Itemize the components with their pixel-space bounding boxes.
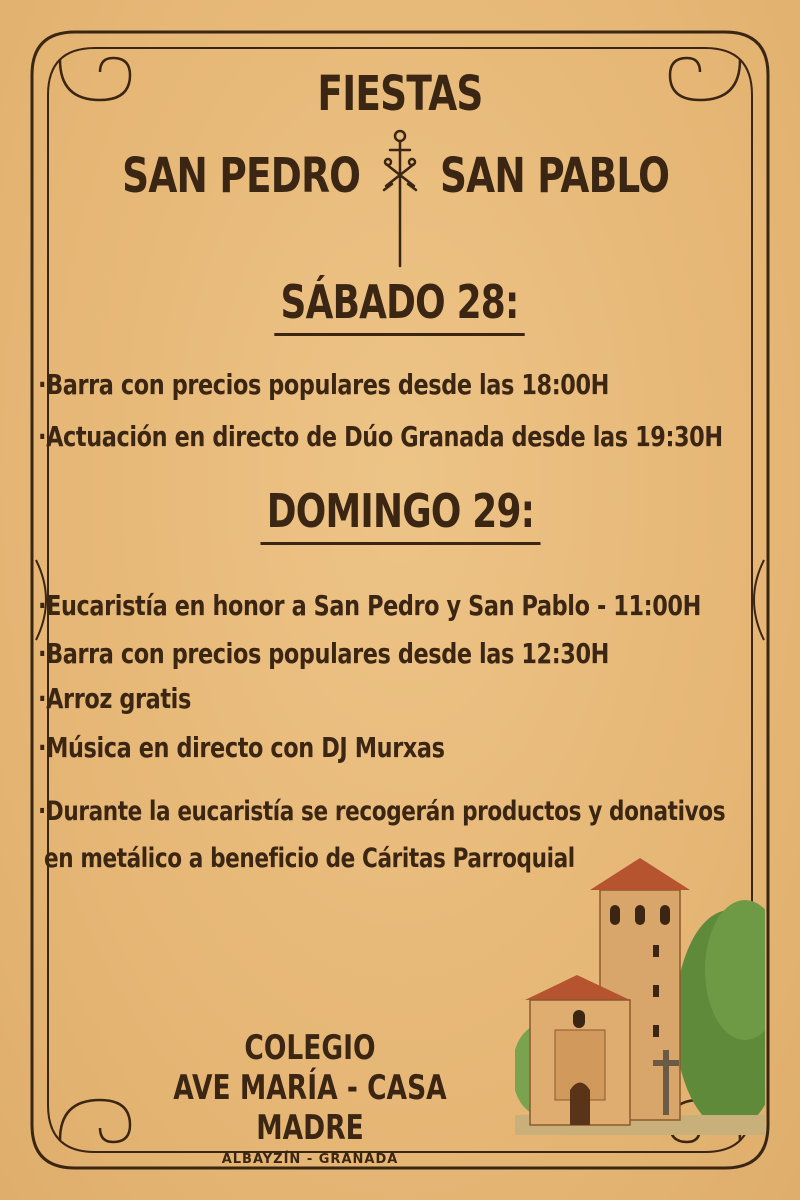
donation-note-line1: ·Durante la eucaristía se recogerán productos y donativos [38,796,726,827]
sunday-item: ·Eucaristía en honor a San Pedro y San Pablo - 11:00H [38,589,701,622]
saturday-item: ·Actuación en directo de Dúo Granada desde las 19:30H [38,420,723,453]
sunday-title: DOMINGO 29: [260,484,540,545]
sunday-heading [0,484,800,545]
sunday-item: ·Barra con precios populares desde las 12:30H [38,637,609,670]
donation-note-line2: en metálico a beneficio de Cáritas Parroquial [44,843,575,874]
title-san-pedro: SAN PEDRO [121,148,360,204]
title-san-pablo: SAN PABLO [440,148,670,204]
saturday-title: SÁBADO 28: [275,275,525,336]
footer-colegio: COLEGIO [244,1028,376,1068]
sunday-item: ·Música en directo con DJ Murxas [38,731,445,764]
title-fiestas: FIESTAS [317,66,483,122]
footer-school-name: AVE MARÍA - CASA MADRE [173,1068,447,1148]
footer-location: ALBAYZÍN - GRANADA [221,1152,399,1167]
church-illustration [515,850,765,1135]
saturday-item: ·Barra con precios populares desde las 18:00H [38,368,609,401]
sunday-item: ·Arroz gratis [38,682,191,715]
saturday-heading [0,275,800,336]
title-saints [0,148,800,208]
footer [110,1028,510,1167]
